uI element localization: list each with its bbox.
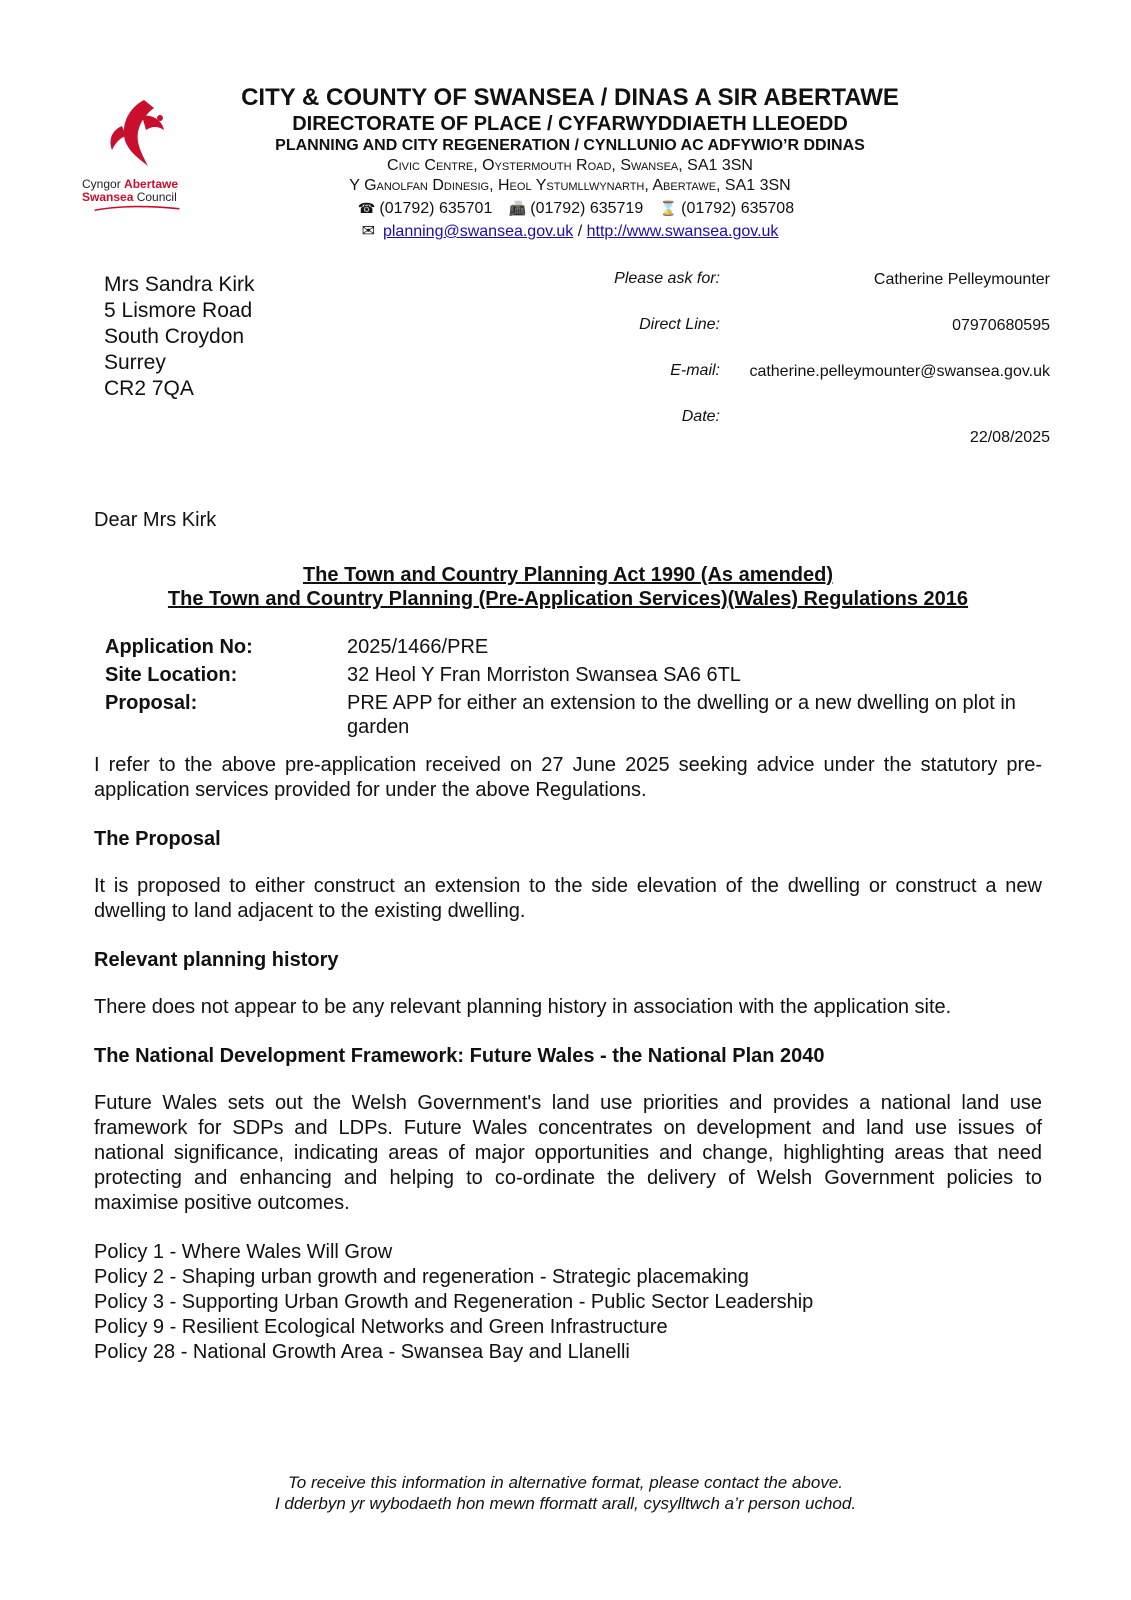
logo-swoosh-icon (82, 204, 192, 212)
email-link[interactable]: planning@swansea.gov.uk (382, 223, 574, 240)
recipient-name: Mrs Sandra Kirk (104, 273, 255, 296)
logo-suffix: Council (136, 190, 177, 204)
direct-line-value: 07970680595 (952, 317, 1050, 334)
minicom-number: (01792) 635708 (681, 200, 795, 217)
legislation-title-1: The Town and Country Planning Act 1990 (As amended) (302, 564, 834, 586)
email-label: E-mail: (670, 362, 720, 379)
salutation: Dear Mrs Kirk (94, 509, 217, 531)
telephone-icon: ☎ (357, 200, 376, 216)
proposal-value: PRE APP for either an extension to the dwelling or a new dwelling on plot in garden (347, 692, 1016, 738)
footer-english: To receive this information in alternative format, please contact the above. (287, 1473, 843, 1492)
date-label: Date: (681, 408, 720, 425)
application-details (105, 635, 1042, 739)
list-item: Policy 3 - Supporting Urban Growth and Regeneration - Public Sector Leadership (94, 1291, 814, 1313)
app-no-label: Application No: (105, 636, 253, 658)
list-item: Policy 2 - Shaping urban growth and regeneration - Strategic placemaking (94, 1266, 749, 1288)
address-english: Civic Centre, Oystermouth Road, Swansea, SA1 3SN (387, 157, 753, 174)
footer-notice (0, 1472, 1131, 1514)
letterhead (190, 84, 950, 243)
dragon-emblem-icon (82, 96, 192, 176)
legislation-titles (94, 563, 1042, 611)
site-label: Site Location: (105, 664, 238, 686)
logo-brand-cy: Abertawe (124, 177, 179, 191)
contact-links (190, 221, 950, 243)
link-separator: / (577, 223, 583, 240)
ask-for-value: Catherine Pelleymounter (873, 271, 1050, 288)
website-link[interactable]: http://www.swansea.gov.uk (586, 223, 779, 240)
recipient-county: Surrey (104, 351, 166, 374)
recipient-postcode: CR2 7QA (104, 377, 194, 400)
reference-block (540, 270, 1080, 448)
site-value: 32 Heol Y Fran Morriston Swansea SA6 6TL (347, 664, 741, 686)
footer-welsh: I dderbyn yr wybodaeth hon mewn fformatt arall, cysylltwch a’r person uchod. (274, 1494, 857, 1513)
logo-brand-en: Swansea (82, 190, 134, 204)
list-item: Policy 9 - Resilient Ecological Networks and Green Infrastructure (94, 1316, 668, 1338)
org-name: CITY & COUNTY OF SWANSEA / DINAS A SIR ABERTAWE (241, 84, 899, 111)
fax-number: (01792) 635719 (530, 200, 644, 217)
recipient-town: South Croydon (104, 325, 245, 348)
email-value: catherine.pelleymounter@swansea.gov.uk (749, 363, 1050, 380)
contact-numbers (190, 198, 950, 219)
council-logo (82, 96, 192, 226)
envelope-icon: ✉ (361, 223, 375, 240)
ndf-paragraph: Future Wales sets out the Welsh Government's land use priorities and provides a national land use framework for SDPs and LDPs. Future Wales concentrates on development and land use issues of national significance, indicating areas of major opportunities and change, highlighting areas that need protecting and enhancing and helping to co-ordinate the delivery of Welsh Government policies to maximise positive outcomes. (94, 1092, 1042, 1214)
legislation-title-2: The Town and Country Planning (Pre-Application Services)(Wales) Regulations 2016 (167, 588, 969, 610)
history-heading: Relevant planning history (94, 949, 339, 971)
minicom-icon: ⌛ (659, 200, 678, 216)
phone-number: (01792) 635701 (379, 200, 493, 217)
recipient-address (104, 272, 255, 402)
proposal-paragraph: It is proposed to either construct an extension to the side elevation of the dwelling or construct a new dwelling to land adjacent to the existing dwelling. (94, 875, 1042, 922)
policy-list (94, 1240, 1042, 1365)
recipient-street: 5 Lismore Road (104, 299, 253, 322)
proposal-label: Proposal: (105, 692, 198, 714)
app-no-value: 2025/1466/PRE (347, 636, 489, 658)
list-item: Policy 28 - National Growth Area - Swansea Bay and Llanelli (94, 1341, 630, 1363)
ndf-heading: The National Development Framework: Future Wales - the National Plan 2040 (94, 1045, 825, 1067)
proposal-heading: The Proposal (94, 828, 221, 850)
fax-icon: 📠 (508, 200, 527, 216)
intro-paragraph: I refer to the above pre-application received on 27 June 2025 seeking advice under the statutory pre-application services provided for under the above Regulations. (94, 754, 1042, 801)
letter-body (94, 508, 1042, 1365)
logo-prefix: Cyngor (82, 177, 121, 191)
directorate-name: DIRECTORATE OF PLACE / CYFARWYDDIAETH LLEOEDD (292, 113, 848, 135)
ask-for-label: Please ask for: (614, 270, 720, 287)
history-paragraph: There does not appear to be any relevant planning history in association with the application site. (94, 996, 952, 1018)
date-value: 22/08/2025 (969, 429, 1050, 446)
address-welsh: Y Ganolfan Ddinesig, Heol Ystumllwynarth, Abertawe, SA1 3SN (349, 177, 791, 194)
direct-line-label: Direct Line: (639, 316, 720, 333)
list-item: Policy 1 - Where Wales Will Grow (94, 1241, 393, 1263)
department-name: PLANNING AND CITY REGENERATION / CYNLLUNIO AC ADFYWIO’R DDINAS (275, 137, 865, 154)
